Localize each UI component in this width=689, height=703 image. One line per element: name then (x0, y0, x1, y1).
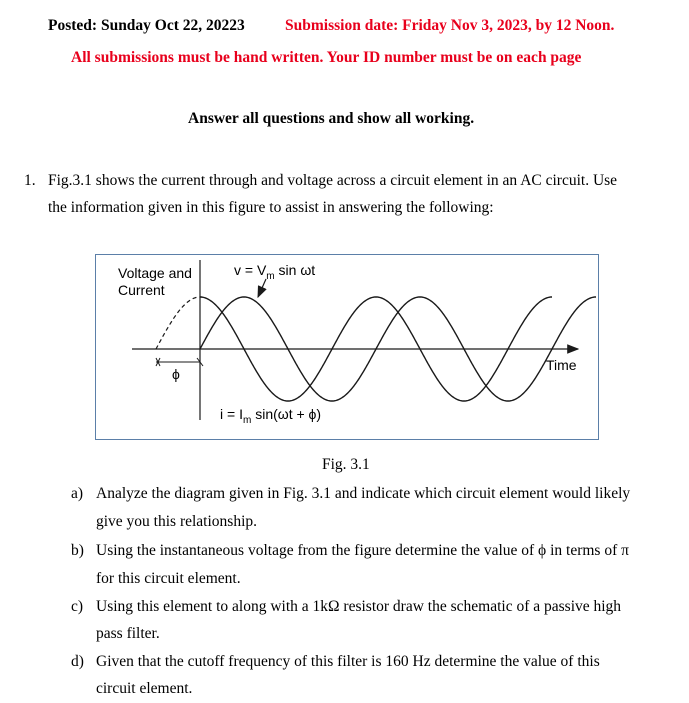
voltage-pointer (258, 279, 266, 297)
figure-caption: Fig. 3.1 (322, 456, 370, 473)
subq-a-line1: Analyze the diagram given in Fig. 3.1 and indicate which circuit element would likely (96, 485, 631, 502)
subq-c-letter: c) (71, 598, 84, 615)
time-label: Time (546, 357, 577, 373)
submission-rule: All submissions must be hand written. Your ID number must be on each page (71, 49, 582, 66)
y-label-line1: Voltage and (118, 265, 192, 281)
voltage-equation: $v = V_m$ sin ωt (234, 262, 316, 282)
current-equation: $i = I_m$ sin(ωt + ϕ) (220, 406, 322, 426)
subq-b-line1: Using the instantaneous voltage from the figure determine the value of ϕ in terms of π (96, 542, 629, 559)
subq-d-letter: d) (71, 653, 84, 670)
subq-a-letter: a) (71, 485, 84, 502)
submission-date: Submission date: Friday Nov 3, 2023, by 12 Noon. (285, 17, 615, 34)
subq-a-line2: give you this relationship. (96, 513, 258, 530)
posted-date: Posted: Sunday Oct 22, 20223 (48, 17, 245, 34)
subq-c-line2: pass filter. (96, 625, 160, 642)
subq-d-line1: Given that the cutoff frequency of this filter is 160 Hz determine the value of this (96, 653, 600, 670)
instruction: Answer all questions and show all working. (188, 110, 475, 127)
figure-frame (95, 254, 599, 440)
question-text-line2: the information given in this figure to assist in answering the following: (48, 199, 494, 216)
current-curve-dashed (156, 297, 202, 349)
subq-b-letter: b) (71, 542, 84, 559)
question-text-line1: Fig.3.1 shows the current through and voltage across a circuit element in an AC circuit. Use (48, 172, 618, 189)
subq-b-line2: for this circuit element. (96, 570, 241, 587)
subq-d-line2: circuit element. (96, 680, 193, 697)
subq-c-line1: Using this element to along with a 1kΩ resistor draw the schematic of a passive high (96, 598, 622, 615)
waveform-figure (96, 255, 600, 441)
question-number: 1. (24, 172, 36, 189)
y-label-line2: Current (118, 282, 165, 298)
phase-label: ϕ (172, 366, 180, 382)
